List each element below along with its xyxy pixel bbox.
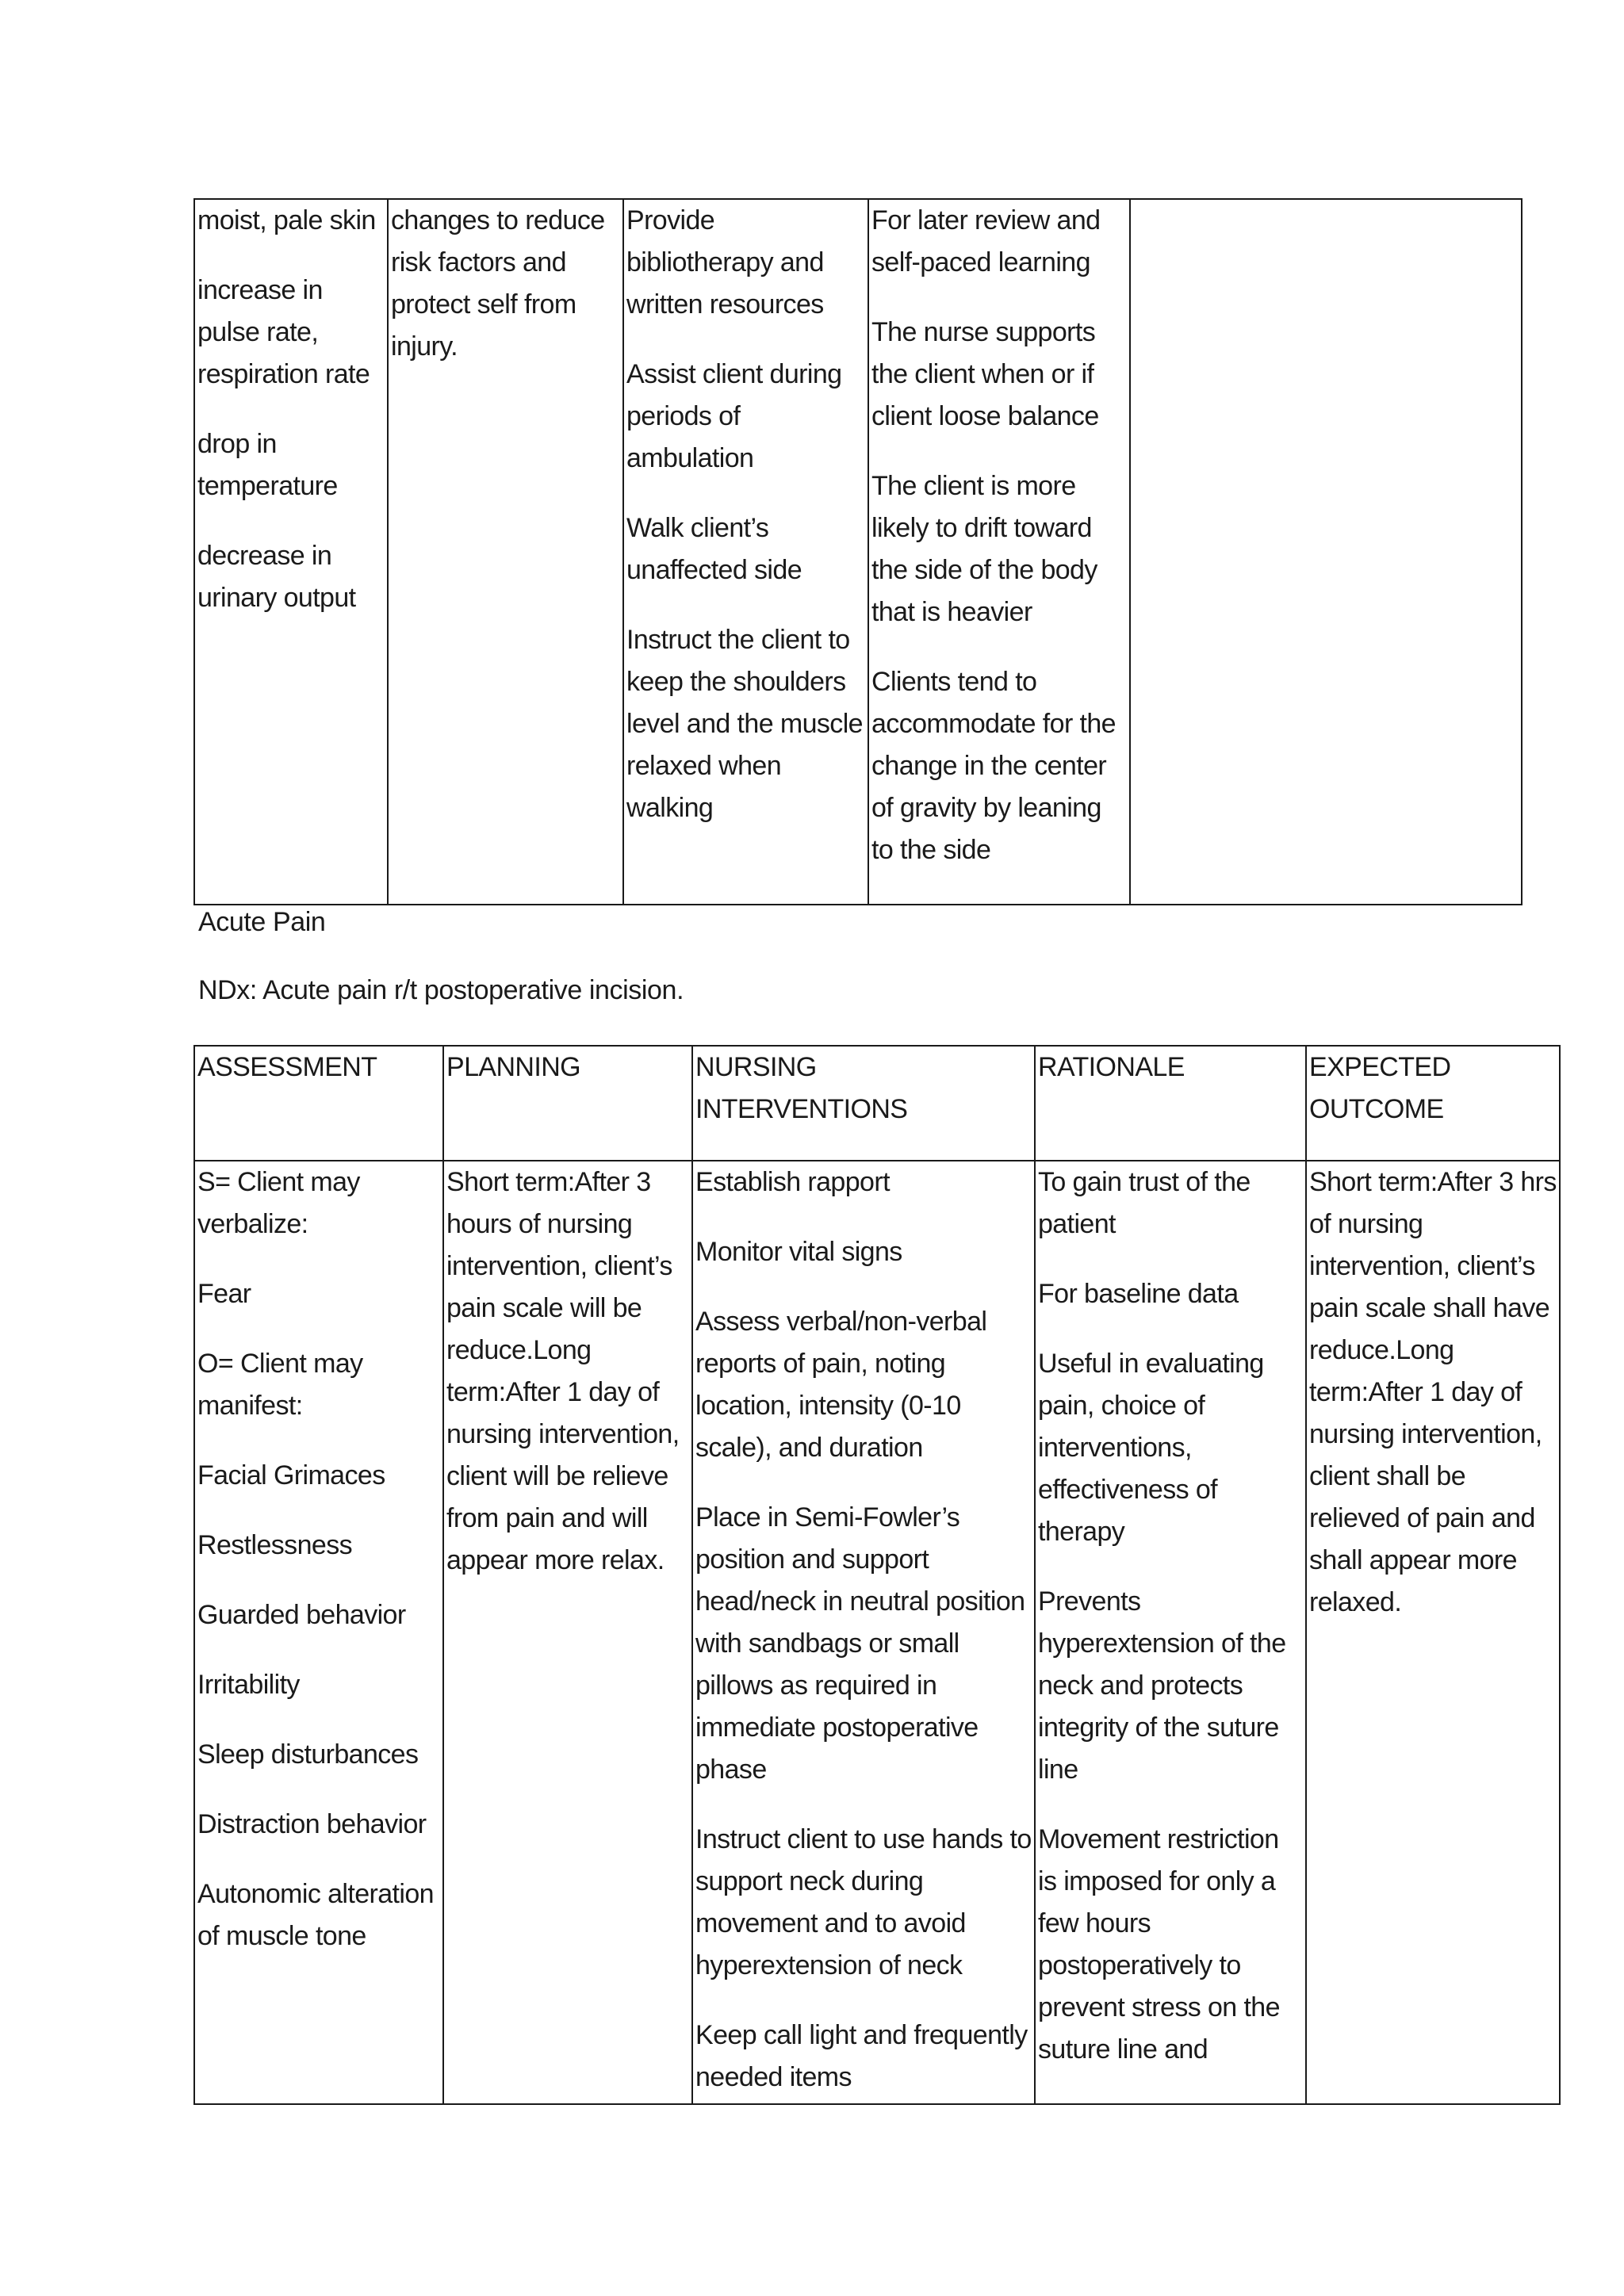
cell-paragraph: The nurse supports the client when or if client loose balance: [871, 317, 1099, 431]
expected-outcome-cell: [1130, 199, 1522, 905]
table-row: [194, 1161, 1560, 2104]
assessment-cell: [194, 199, 388, 905]
cell-paragraph: drop in temperature: [197, 429, 338, 501]
header-nursing-interventions: NURSING INTERVENTIONS: [692, 1046, 1035, 1161]
table-header-row: [194, 1046, 1560, 1161]
cell-paragraph: Short term:After 3 hours of nursing intervention, client’s pain scale will be reduce.Long term:After 1 day of nursing intervention, client will be relieve from pain and will appear more relax.: [446, 1167, 680, 1575]
interventions-cell: [623, 199, 868, 905]
cell-paragraph: Prevents hyperextension of the neck and protects integrity of the suture line: [1038, 1586, 1286, 1785]
cell-paragraph: Walk client’s unaffected side: [626, 513, 802, 585]
table-row: [194, 199, 1522, 905]
cell-paragraph: Clients tend to accommodate for the change in the center of gravity by leaning to the side: [871, 667, 1116, 865]
cell-paragraph: Restlessness: [197, 1530, 352, 1560]
cell-paragraph: Movement restriction is imposed for only a few hours postoperatively to prevent stress on the suture line and: [1038, 1824, 1280, 2064]
cell-paragraph: Sleep disturbances: [197, 1739, 419, 1770]
cell-paragraph: Instruct the client to keep the shoulders level and the muscle relaxed when walking: [626, 625, 863, 823]
cell-paragraph: For later review and self-paced learning: [871, 205, 1101, 277]
cell-paragraph: Irritability: [197, 1670, 300, 1700]
cell-paragraph: Distraction behavior: [197, 1809, 427, 1839]
cell-paragraph: changes to reduce risk factors and protect self from injury.: [391, 205, 605, 362]
cell-paragraph: Establish rapport: [695, 1167, 890, 1197]
assessment-cell: [194, 1161, 443, 2104]
cell-paragraph: The client is more likely to drift toward the side of the body that is heavier: [871, 471, 1097, 627]
cell-paragraph: Assess verbal/non-verbal reports of pain, noting location, intensity (0-10 scale), and duration: [695, 1307, 987, 1463]
cell-paragraph: increase in pulse rate, respiration rate: [197, 275, 370, 389]
cell-paragraph: Guarded behavior: [197, 1600, 406, 1630]
cell-paragraph: Provide bibliotherapy and written resources: [626, 205, 824, 320]
cell-paragraph: Monitor vital signs: [695, 1237, 902, 1267]
cell-paragraph: Fear: [197, 1279, 251, 1309]
planning-cell: [443, 1161, 692, 2104]
cell-paragraph: For baseline data: [1038, 1279, 1239, 1309]
planning-cell: [388, 199, 623, 905]
care-plan-table-continued: [193, 198, 1522, 905]
cell-paragraph: Place in Semi-Fowler’s position and support head/neck in neutral position with sandbags or small pillows as required in immediate postoperative phase: [695, 1502, 1025, 1785]
cell-paragraph: moist, pale skin: [197, 205, 376, 235]
cell-paragraph: Assist client during periods of ambulation: [626, 359, 842, 473]
section-title: Acute Pain: [198, 907, 326, 937]
header-assessment: ASSESSMENT: [194, 1046, 443, 1161]
cell-paragraph: O= Client may manifest:: [197, 1349, 363, 1421]
care-plan-table: [193, 1045, 1561, 2105]
cell-paragraph: To gain trust of the patient: [1038, 1167, 1251, 1239]
rationale-cell: [868, 199, 1130, 905]
cell-paragraph: Facial Grimaces: [197, 1460, 385, 1490]
header-expected-outcome: EXPECTED OUTCOME: [1306, 1046, 1560, 1161]
header-planning: PLANNING: [443, 1046, 692, 1161]
cell-paragraph: Short term:After 3 hrs of nursing intervention, client’s pain scale shall have reduce.Long term:After 1 day of nursing intervention, client shall be relieved of pain and shall appear more relaxed.: [1309, 1167, 1557, 1617]
expected-outcome-cell: [1306, 1161, 1560, 2104]
rationale-cell: [1035, 1161, 1306, 2104]
cell-paragraph: Useful in evaluating pain, choice of interventions, effectiveness of therapy: [1038, 1349, 1264, 1547]
nursing-diagnosis: NDx: Acute pain r/t postoperative incision.: [198, 975, 684, 1005]
header-rationale: RATIONALE: [1035, 1046, 1306, 1161]
cell-paragraph: decrease in urinary output: [197, 541, 356, 613]
cell-paragraph: Keep call light and frequently needed items: [695, 2020, 1028, 2092]
cell-paragraph: S= Client may verbalize:: [197, 1167, 360, 1239]
cell-paragraph: Autonomic alteration of muscle tone: [197, 1879, 434, 1951]
cell-paragraph: Instruct client to use hands to support neck during movement and to avoid hyperextension of neck: [695, 1824, 1032, 1980]
interventions-cell: [692, 1161, 1035, 2104]
